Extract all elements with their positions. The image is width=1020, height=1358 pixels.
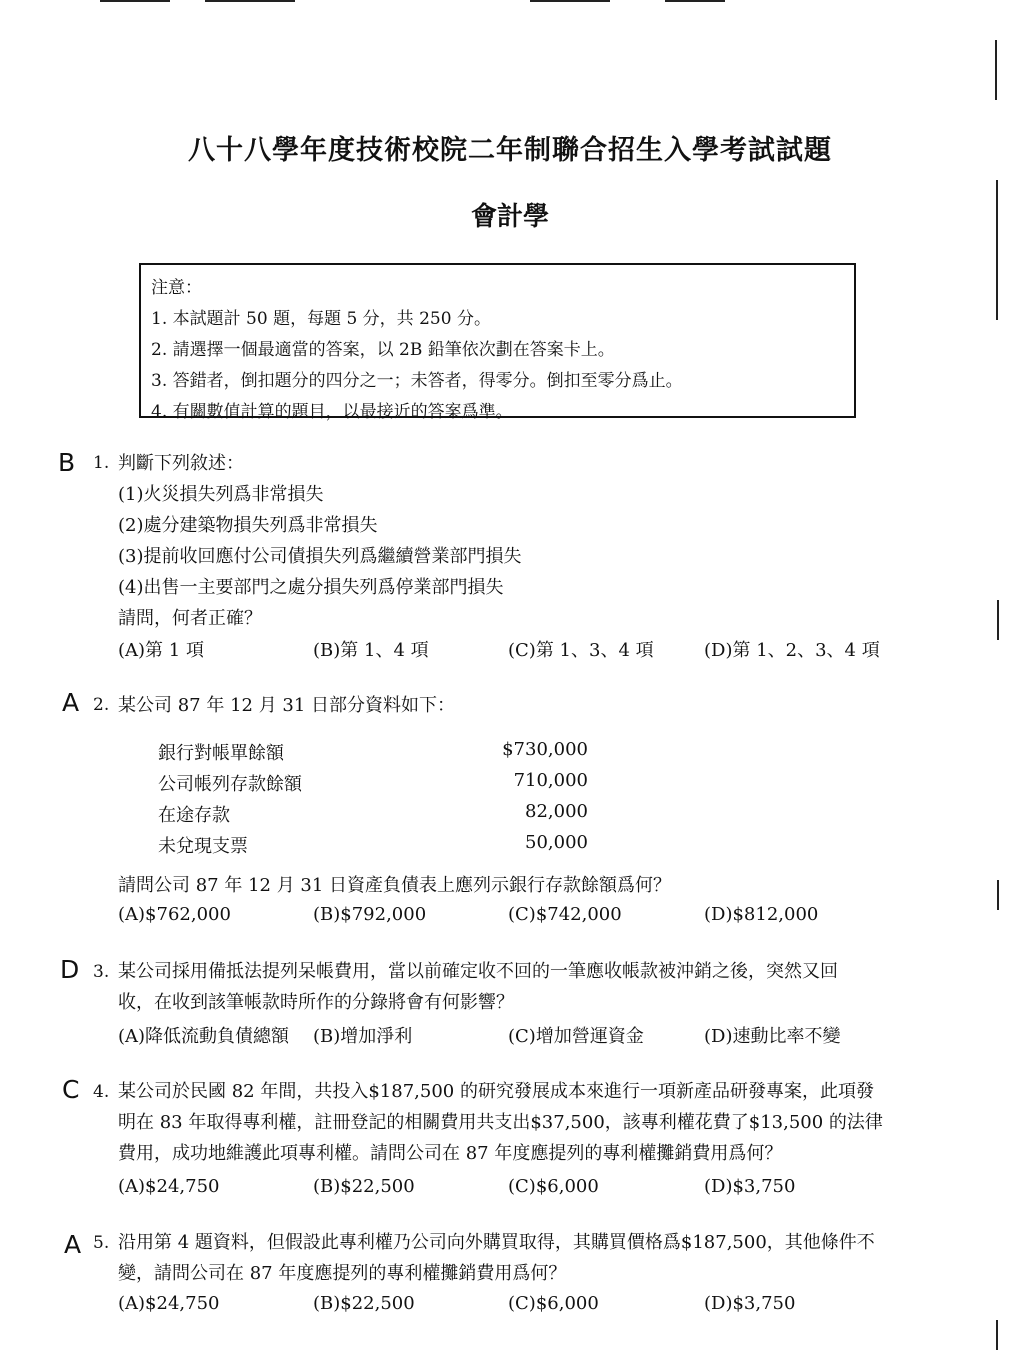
notice-heading: 注意：	[151, 278, 202, 298]
table-label: 在途存款	[158, 805, 230, 826]
table-amount: 82,000	[525, 801, 588, 822]
option-b: (B)第 1、4 項	[313, 640, 429, 661]
statement: (4)出售一主要部門之處分損失列爲停業部門損失	[118, 577, 504, 598]
statement: (3)提前收回應付公司債損失列爲繼續營業部門損失	[118, 546, 522, 567]
notice-item: 2. 請選擇一個最適當的答案，以 2B 鉛筆依次劃在答案卡上。	[151, 340, 615, 360]
table-amount: 710,000	[513, 770, 588, 791]
question-number: 1.	[93, 453, 110, 473]
question-number: 2.	[93, 695, 110, 715]
scan-mark	[205, 0, 295, 2]
option-d: (D)$3,750	[704, 1293, 796, 1314]
notice-item: 1. 本試題計 50 題，每題 5 分，共 250 分。	[151, 309, 491, 329]
option-a: (A)第 1 項	[118, 640, 204, 661]
option-c: (C)第 1、3、4 項	[508, 640, 654, 661]
table-amount: $730,000	[502, 739, 588, 760]
statement: (1)火災損失列爲非常損失	[118, 484, 324, 505]
subject-title: 會計學	[470, 202, 549, 232]
question-stem: 判斷下列敘述：	[118, 453, 244, 474]
option-b: (B)$22,500	[313, 1293, 415, 1314]
scan-mark	[997, 600, 999, 640]
question-line: 收，在收到該筆帳款時所作的分錄將會有何影響？	[118, 992, 514, 1013]
handwritten-answer: A	[64, 1230, 82, 1259]
notice-item: 3. 答錯者，倒扣題分的四分之一；未答者，得零分。倒扣至零分爲止。	[151, 371, 683, 391]
question-line: 明在 83 年取得專利權，註冊登記的相關費用共支出$37,500，該專利權花費了$13,500 的法律	[118, 1112, 883, 1133]
scan-mark	[665, 0, 725, 2]
option-b: (B)增加淨利	[313, 1026, 413, 1047]
option-c: (C)增加營運資金	[508, 1026, 644, 1047]
question-line: 變，請問公司在 87 年度應提列的專利權攤銷費用爲何？	[118, 1263, 567, 1284]
notice-item: 4. 有關數值計算的題目，以最接近的答案爲準。	[151, 402, 513, 422]
question-line: 某公司採用備抵法提列呆帳費用，當以前確定收不回的一筆應收帳款被沖銷之後，突然又回	[118, 961, 838, 982]
scan-mark	[996, 1320, 998, 1350]
question-number: 5.	[93, 1233, 110, 1253]
option-b: (B)$792,000	[313, 904, 427, 925]
exam-title: 八十八學年度技術校院二年制聯合招生入學考試試題	[188, 135, 832, 166]
option-d: (D)第 1、2、3、4 項	[704, 640, 880, 661]
scan-mark	[100, 0, 170, 2]
question-line: 費用，成功地維護此項專利權。請問公司在 87 年度應提列的專利權攤銷費用爲何？	[118, 1143, 783, 1164]
table-label: 銀行對帳單餘額	[158, 743, 284, 764]
scan-mark	[530, 0, 610, 2]
option-c: (C)$6,000	[508, 1176, 599, 1197]
scan-mark	[997, 880, 999, 910]
question-line: 某公司於民國 82 年間，共投入$187,500 的研究發展成本來進行一項新產品研發專案，此項發	[118, 1081, 874, 1102]
scan-mark	[995, 40, 997, 100]
question-number: 4.	[93, 1082, 110, 1102]
option-a: (A)$762,000	[118, 904, 231, 925]
option-d: (D)速動比率不變	[704, 1026, 841, 1047]
question-number: 3.	[93, 962, 110, 982]
table-label: 公司帳列存款餘額	[158, 774, 302, 795]
option-d: (D)$812,000	[704, 904, 819, 925]
table-label: 未兌現支票	[158, 836, 248, 857]
option-a: (A)降低流動負債總額	[118, 1026, 290, 1047]
handwritten-answer: D	[60, 955, 80, 984]
option-a: (A)$24,750	[118, 1176, 220, 1197]
option-d: (D)$3,750	[704, 1176, 796, 1197]
handwritten-answer: C	[62, 1075, 80, 1104]
question-ask: 請問，何者正確？	[118, 608, 262, 629]
option-c: (C)$6,000	[508, 1293, 599, 1314]
statement: (2)處分建築物損失列爲非常損失	[118, 515, 378, 536]
question-line: 沿用第 4 題資料，但假設此專利權乃公司向外購買取得，其購買價格爲$187,500，其他條件不	[118, 1232, 875, 1253]
option-b: (B)$22,500	[313, 1176, 415, 1197]
handwritten-answer: B	[58, 448, 76, 477]
notice-box	[139, 263, 856, 422]
question-stem: 某公司 87 年 12 月 31 日部分資料如下：	[118, 695, 456, 716]
table-amount: 50,000	[525, 832, 588, 853]
option-a: (A)$24,750	[118, 1293, 220, 1314]
option-c: (C)$742,000	[508, 904, 622, 925]
question-ask: 請問公司 87 年 12 月 31 日資產負債表上應列示銀行存款餘額爲何？	[118, 875, 672, 896]
handwritten-answer: A	[62, 688, 80, 717]
